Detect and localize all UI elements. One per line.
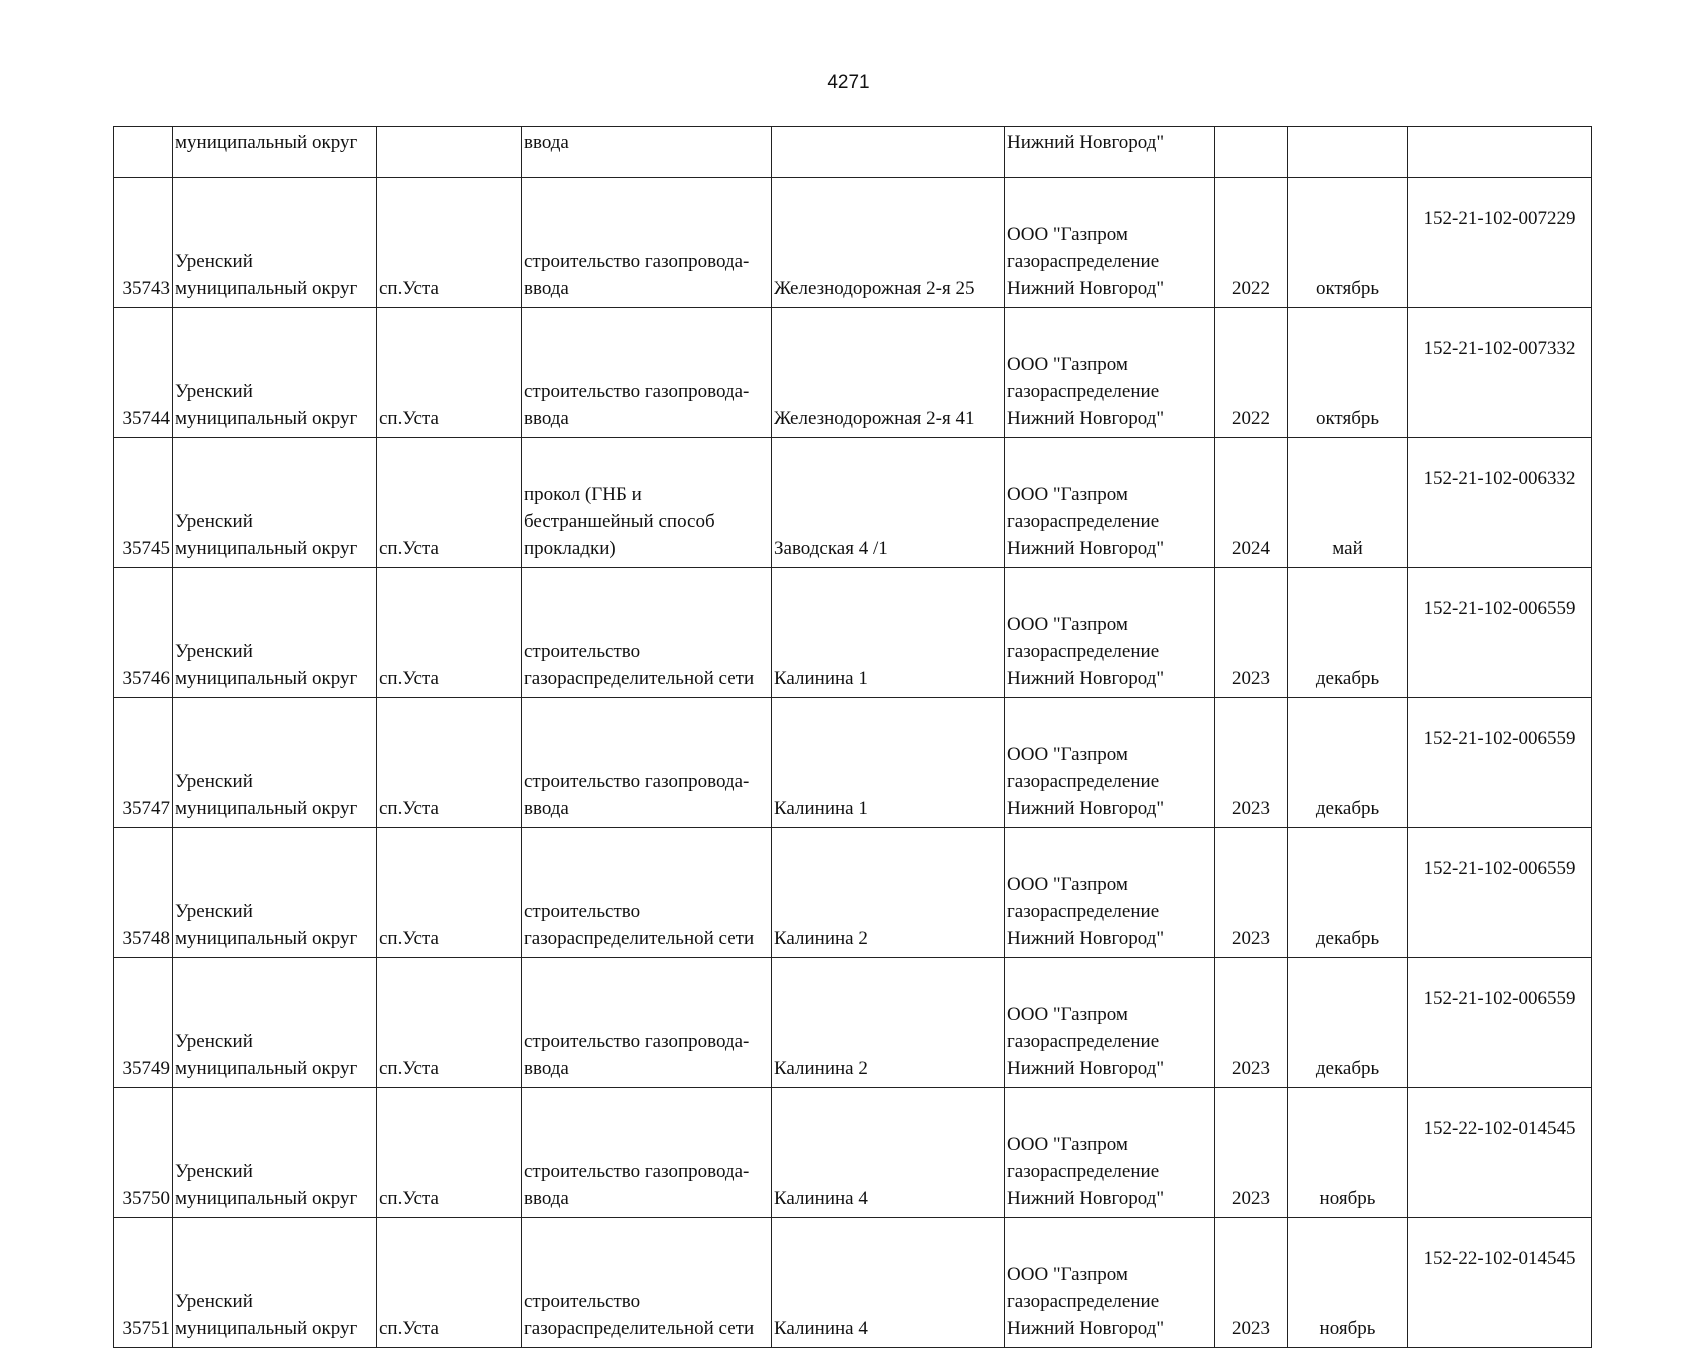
cell-month: ноябрь [1288,1218,1408,1348]
cell-work: прокол (ГНБ и бестраншейный способ прокладки) [522,438,772,568]
table-row [114,438,1592,568]
cell-settlement: сп.Уста [377,1088,522,1218]
cell-year: 2024 [1215,438,1288,568]
cell-address: Заводская 4 /1 [772,438,1005,568]
cell-year: 2023 [1215,698,1288,828]
cell-code: 152-22-102-014545 [1408,1088,1592,1218]
cell-district: Уренский муниципальный округ [173,568,377,698]
cell-settlement [377,127,522,178]
cell-month: декабрь [1288,698,1408,828]
cell-code: 152-21-102-006559 [1408,828,1592,958]
cell-district: Уренский муниципальный округ [173,698,377,828]
cell-year [1215,127,1288,178]
cell-work: строительство газораспределительной сети [522,828,772,958]
cell-district: Уренский муниципальный округ [173,828,377,958]
cell-month: декабрь [1288,568,1408,698]
cell-code: 152-21-102-006559 [1408,958,1592,1088]
cell-month: ноябрь [1288,1088,1408,1218]
cell-month: декабрь [1288,828,1408,958]
cell-district: Уренский муниципальный округ [173,178,377,308]
cell-month: май [1288,438,1408,568]
cell-district: Уренский муниципальный округ [173,308,377,438]
cell-district: Уренский муниципальный округ [173,438,377,568]
cell-org: ООО "Газпром газораспределение Нижний Новгород" [1005,828,1215,958]
cell-district: Уренский муниципальный округ [173,958,377,1088]
cell-address: Железнодорожная 2-я 25 [772,178,1005,308]
cell-month: декабрь [1288,958,1408,1088]
cell-settlement: сп.Уста [377,1218,522,1348]
cell-address: Калинина 1 [772,568,1005,698]
table-row [114,1088,1592,1218]
cell-district: Уренский муниципальный округ [173,1088,377,1218]
cell-id: 35743 [114,178,173,308]
cell-id: 35748 [114,828,173,958]
records-table [113,126,1592,1348]
cell-settlement: сп.Уста [377,308,522,438]
table-row [114,828,1592,958]
cell-settlement: сп.Уста [377,698,522,828]
cell-org: ООО "Газпром газораспределение Нижний Новгород" [1005,698,1215,828]
cell-org: ООО "Газпром газораспределение Нижний Новгород" [1005,1088,1215,1218]
cell-org: ООО "Газпром газораспределение Нижний Новгород" [1005,958,1215,1088]
cell-address: Калинина 4 [772,1218,1005,1348]
cell-year: 2023 [1215,1088,1288,1218]
cell-month: октябрь [1288,308,1408,438]
cell-settlement: сп.Уста [377,438,522,568]
cell-id: 35745 [114,438,173,568]
cell-work: строительство газопровода- ввода [522,308,772,438]
cell-month [1288,127,1408,178]
cell-settlement: сп.Уста [377,568,522,698]
cell-settlement: сп.Уста [377,828,522,958]
cell-address [772,127,1005,178]
cell-work: ввода [522,127,772,178]
cell-work: строительство газопровода- ввода [522,1088,772,1218]
cell-work: строительство газораспределительной сети [522,1218,772,1348]
table-row [114,698,1592,828]
cell-id [114,127,173,178]
cell-year: 2023 [1215,828,1288,958]
cell-org: ООО "Газпром газораспределение Нижний Новгород" [1005,308,1215,438]
table-row [114,568,1592,698]
table-row [114,178,1592,308]
cell-org: ООО "Газпром газораспределение Нижний Новгород" [1005,438,1215,568]
cell-year: 2023 [1215,568,1288,698]
cell-year: 2023 [1215,958,1288,1088]
cell-month: октябрь [1288,178,1408,308]
cell-address: Калинина 1 [772,698,1005,828]
cell-year: 2022 [1215,308,1288,438]
cell-code: 152-21-102-006559 [1408,698,1592,828]
table-row [114,958,1592,1088]
cell-district: Уренский муниципальный округ [173,1218,377,1348]
cell-address: Калинина 2 [772,958,1005,1088]
cell-code: 152-21-102-006332 [1408,438,1592,568]
cell-id: 35746 [114,568,173,698]
cell-id: 35751 [114,1218,173,1348]
cell-work: строительство газораспределительной сети [522,568,772,698]
table-row [114,1218,1592,1348]
table-row [114,308,1592,438]
cell-id: 35744 [114,308,173,438]
cell-code: 152-21-102-007229 [1408,178,1592,308]
cell-work: строительство газопровода- ввода [522,698,772,828]
cell-address: Железнодорожная 2-я 41 [772,308,1005,438]
table-row-continuation [114,127,1592,178]
cell-org: ООО "Газпром газораспределение Нижний Новгород" [1005,178,1215,308]
cell-settlement: сп.Уста [377,958,522,1088]
cell-year: 2023 [1215,1218,1288,1348]
cell-work: строительство газопровода- ввода [522,178,772,308]
cell-code: 152-21-102-006559 [1408,568,1592,698]
cell-id: 35749 [114,958,173,1088]
cell-org: ООО "Газпром газораспределение Нижний Новгород" [1005,568,1215,698]
page-number: 4271 [827,72,870,93]
cell-id: 35747 [114,698,173,828]
cell-year: 2022 [1215,178,1288,308]
cell-work: строительство газопровода- ввода [522,958,772,1088]
cell-code: 152-21-102-007332 [1408,308,1592,438]
cell-org: ООО "Газпром газораспределение Нижний Новгород" [1005,1218,1215,1348]
cell-address: Калинина 4 [772,1088,1005,1218]
cell-org: Нижний Новгород" [1005,127,1215,178]
cell-code [1408,127,1592,178]
cell-code: 152-22-102-014545 [1408,1218,1592,1348]
cell-settlement: сп.Уста [377,178,522,308]
cell-address: Калинина 2 [772,828,1005,958]
cell-id: 35750 [114,1088,173,1218]
cell-district: муниципальный округ [173,127,377,178]
